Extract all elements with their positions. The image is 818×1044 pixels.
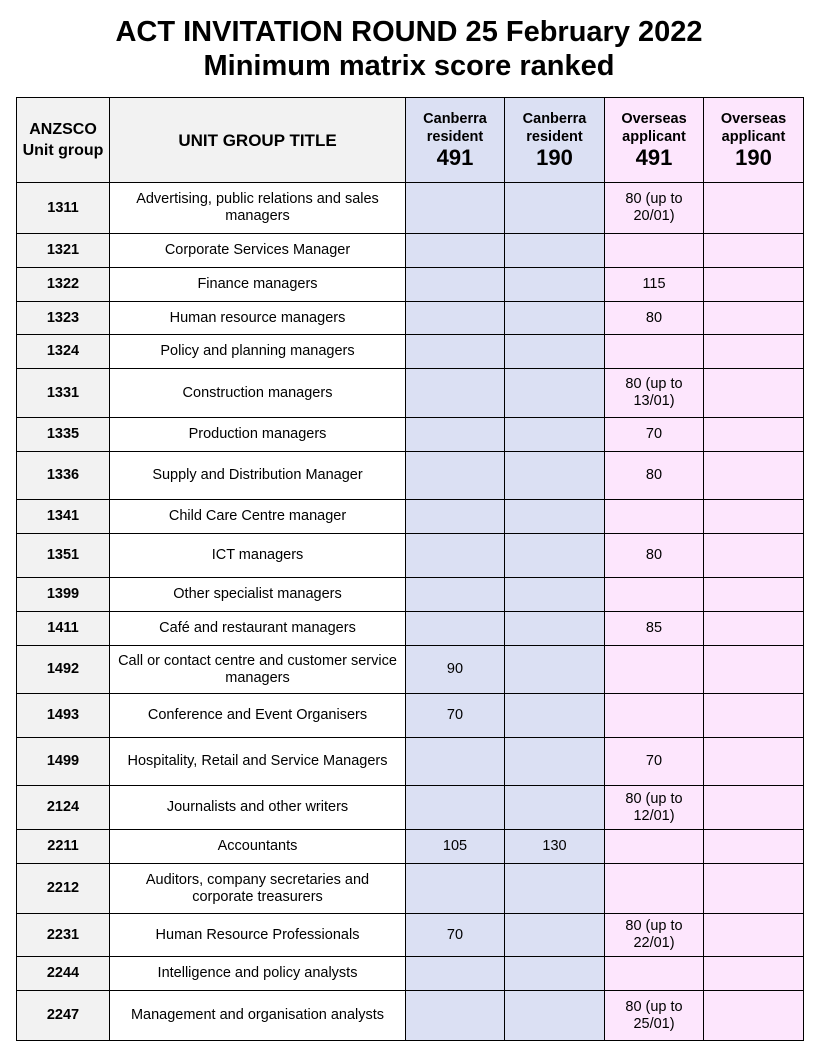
canberra-190-score xyxy=(505,183,605,234)
unit-group-title: ICT managers xyxy=(110,534,406,578)
anzsco-code: 1351 xyxy=(17,534,110,578)
unit-group-title: Human Resource Professionals xyxy=(110,914,406,957)
table-row xyxy=(17,234,804,268)
anzsco-code: 1336 xyxy=(17,452,110,500)
table-row xyxy=(17,452,804,500)
unit-group-title: Management and organisation analysts xyxy=(110,991,406,1041)
overseas-190-score xyxy=(704,914,804,957)
anzsco-code: 1324 xyxy=(17,335,110,369)
table-row xyxy=(17,534,804,578)
table-row xyxy=(17,646,804,694)
canberra-190-score xyxy=(505,268,605,302)
canberra-190-score xyxy=(505,302,605,335)
canberra-190-score xyxy=(505,418,605,452)
canberra-491-score xyxy=(406,335,505,369)
canberra-190-score xyxy=(505,694,605,738)
table-row xyxy=(17,914,804,957)
unit-group-title: Other specialist managers xyxy=(110,578,406,612)
overseas-190-score xyxy=(704,991,804,1041)
overseas-190-score xyxy=(704,786,804,830)
header-canberra-190-num: 190 xyxy=(536,145,573,170)
overseas-491-score: 80 (up to 13/01) xyxy=(605,369,704,418)
table-row xyxy=(17,864,804,914)
canberra-491-score xyxy=(406,991,505,1041)
table-row xyxy=(17,991,804,1041)
anzsco-code: 2211 xyxy=(17,830,110,864)
overseas-491-score xyxy=(605,864,704,914)
table-row xyxy=(17,183,804,234)
header-canberra-491-num: 491 xyxy=(436,145,474,170)
canberra-491-score: 105 xyxy=(406,830,505,864)
header-canberra-190 xyxy=(505,98,605,183)
canberra-190-score xyxy=(505,534,605,578)
anzsco-code: 2244 xyxy=(17,957,110,991)
overseas-491-score: 80 xyxy=(605,452,704,500)
overseas-491-score: 70 xyxy=(605,418,704,452)
canberra-190-score: 130 xyxy=(505,830,605,864)
canberra-491-score: 70 xyxy=(406,914,505,957)
unit-group-title: Advertising, public relations and sales managers xyxy=(110,183,406,234)
table-row xyxy=(17,957,804,991)
canberra-190-score xyxy=(505,786,605,830)
canberra-190-score xyxy=(505,500,605,534)
header-row xyxy=(17,98,804,183)
overseas-190-score xyxy=(704,234,804,268)
overseas-491-score: 80 (up to 12/01) xyxy=(605,786,704,830)
overseas-491-score xyxy=(605,694,704,738)
overseas-491-score xyxy=(605,234,704,268)
canberra-190-score xyxy=(505,369,605,418)
anzsco-code: 1331 xyxy=(17,369,110,418)
header-overseas-491 xyxy=(605,98,704,183)
overseas-491-score: 80 xyxy=(605,302,704,335)
table-row xyxy=(17,694,804,738)
canberra-190-score xyxy=(505,864,605,914)
overseas-190-score xyxy=(704,694,804,738)
overseas-190-score xyxy=(704,830,804,864)
overseas-491-score: 80 (up to 22/01) xyxy=(605,914,704,957)
anzsco-code: 2231 xyxy=(17,914,110,957)
canberra-491-score xyxy=(406,534,505,578)
anzsco-code: 2124 xyxy=(17,786,110,830)
table-row xyxy=(17,612,804,646)
unit-group-title: Call or contact centre and customer service managers xyxy=(110,646,406,694)
unit-group-title: Café and restaurant managers xyxy=(110,612,406,646)
canberra-190-score xyxy=(505,452,605,500)
overseas-190-score xyxy=(704,578,804,612)
overseas-190-score xyxy=(704,957,804,991)
table-row xyxy=(17,302,804,335)
canberra-190-score xyxy=(505,612,605,646)
anzsco-code: 1411 xyxy=(17,612,110,646)
canberra-190-score xyxy=(505,646,605,694)
unit-group-title: Supply and Distribution Manager xyxy=(110,452,406,500)
unit-group-title: Finance managers xyxy=(110,268,406,302)
overseas-190-score xyxy=(704,418,804,452)
overseas-190-score xyxy=(704,612,804,646)
unit-group-title: Auditors, company secretaries and corporate treasurers xyxy=(110,864,406,914)
overseas-491-score xyxy=(605,646,704,694)
overseas-190-score xyxy=(704,302,804,335)
anzsco-code: 2212 xyxy=(17,864,110,914)
canberra-491-score xyxy=(406,369,505,418)
table-row xyxy=(17,830,804,864)
unit-group-title: Intelligence and policy analysts xyxy=(110,957,406,991)
canberra-190-score xyxy=(505,957,605,991)
table-row xyxy=(17,268,804,302)
canberra-491-score xyxy=(406,612,505,646)
header-anzsco: ANZSCO Unit group xyxy=(17,98,110,183)
canberra-491-score xyxy=(406,957,505,991)
anzsco-code: 1492 xyxy=(17,646,110,694)
overseas-491-score xyxy=(605,578,704,612)
overseas-190-score xyxy=(704,268,804,302)
table-row xyxy=(17,738,804,786)
overseas-190-score xyxy=(704,335,804,369)
header-canberra-190-label: Canberra resident xyxy=(522,111,587,145)
unit-group-title: Policy and planning managers xyxy=(110,335,406,369)
canberra-190-score xyxy=(505,578,605,612)
overseas-491-score: 80 (up to 20/01) xyxy=(605,183,704,234)
unit-group-title: Child Care Centre manager xyxy=(110,500,406,534)
overseas-190-score xyxy=(704,864,804,914)
table-body xyxy=(17,183,804,1041)
overseas-190-score xyxy=(704,183,804,234)
canberra-190-score xyxy=(505,914,605,957)
canberra-190-score xyxy=(505,234,605,268)
header-overseas-190-label: Overseas applicant xyxy=(720,111,787,145)
title-line-2: Minimum matrix score ranked xyxy=(203,50,615,82)
anzsco-code: 1321 xyxy=(17,234,110,268)
overseas-491-score xyxy=(605,830,704,864)
anzsco-code: 2247 xyxy=(17,991,110,1041)
document-title xyxy=(0,15,818,83)
canberra-190-score xyxy=(505,991,605,1041)
anzsco-code: 1499 xyxy=(17,738,110,786)
anzsco-code: 1341 xyxy=(17,500,110,534)
canberra-491-score xyxy=(406,738,505,786)
unit-group-title: Construction managers xyxy=(110,369,406,418)
canberra-491-score xyxy=(406,786,505,830)
canberra-491-score xyxy=(406,578,505,612)
canberra-190-score xyxy=(505,335,605,369)
unit-group-title: Journalists and other writers xyxy=(110,786,406,830)
table-row xyxy=(17,500,804,534)
canberra-491-score xyxy=(406,418,505,452)
overseas-491-score: 115 xyxy=(605,268,704,302)
unit-group-title: Human resource managers xyxy=(110,302,406,335)
anzsco-code: 1335 xyxy=(17,418,110,452)
anzsco-code: 1323 xyxy=(17,302,110,335)
canberra-491-score xyxy=(406,864,505,914)
overseas-491-score xyxy=(605,957,704,991)
overseas-491-score xyxy=(605,500,704,534)
header-canberra-491-label: Canberra resident xyxy=(423,111,487,145)
table-row xyxy=(17,418,804,452)
table-row xyxy=(17,578,804,612)
overseas-190-score xyxy=(704,452,804,500)
anzsco-code: 1399 xyxy=(17,578,110,612)
overseas-491-score: 85 xyxy=(605,612,704,646)
table-row xyxy=(17,335,804,369)
title-line-1: ACT INVITATION ROUND 25 February 2022 xyxy=(115,16,703,48)
canberra-190-score xyxy=(505,738,605,786)
canberra-491-score xyxy=(406,452,505,500)
overseas-491-score xyxy=(605,335,704,369)
overseas-491-score: 80 (up to 25/01) xyxy=(605,991,704,1041)
unit-group-title: Accountants xyxy=(110,830,406,864)
overseas-190-score xyxy=(704,369,804,418)
unit-group-title: Hospitality, Retail and Service Managers xyxy=(110,738,406,786)
header-overseas-491-num: 491 xyxy=(635,145,673,170)
invitation-table xyxy=(16,97,804,1041)
header-overseas-491-label: Overseas applicant xyxy=(621,111,687,145)
overseas-491-score: 70 xyxy=(605,738,704,786)
canberra-491-score: 70 xyxy=(406,694,505,738)
canberra-491-score: 90 xyxy=(406,646,505,694)
overseas-190-score xyxy=(704,738,804,786)
header-unit-group-title: UNIT GROUP TITLE xyxy=(110,98,406,183)
anzsco-code: 1493 xyxy=(17,694,110,738)
table-row xyxy=(17,786,804,830)
canberra-491-score xyxy=(406,268,505,302)
unit-group-title: Production managers xyxy=(110,418,406,452)
overseas-190-score xyxy=(704,534,804,578)
anzsco-code: 1322 xyxy=(17,268,110,302)
canberra-491-score xyxy=(406,234,505,268)
overseas-190-score xyxy=(704,646,804,694)
canberra-491-score xyxy=(406,500,505,534)
unit-group-title: Corporate Services Manager xyxy=(110,234,406,268)
header-overseas-190-num: 190 xyxy=(735,145,772,170)
header-canberra-491 xyxy=(406,98,505,183)
canberra-491-score xyxy=(406,302,505,335)
overseas-491-score: 80 xyxy=(605,534,704,578)
canberra-491-score xyxy=(406,183,505,234)
table-row xyxy=(17,369,804,418)
unit-group-title: Conference and Event Organisers xyxy=(110,694,406,738)
header-overseas-190 xyxy=(704,98,804,183)
anzsco-code: 1311 xyxy=(17,183,110,234)
overseas-190-score xyxy=(704,500,804,534)
